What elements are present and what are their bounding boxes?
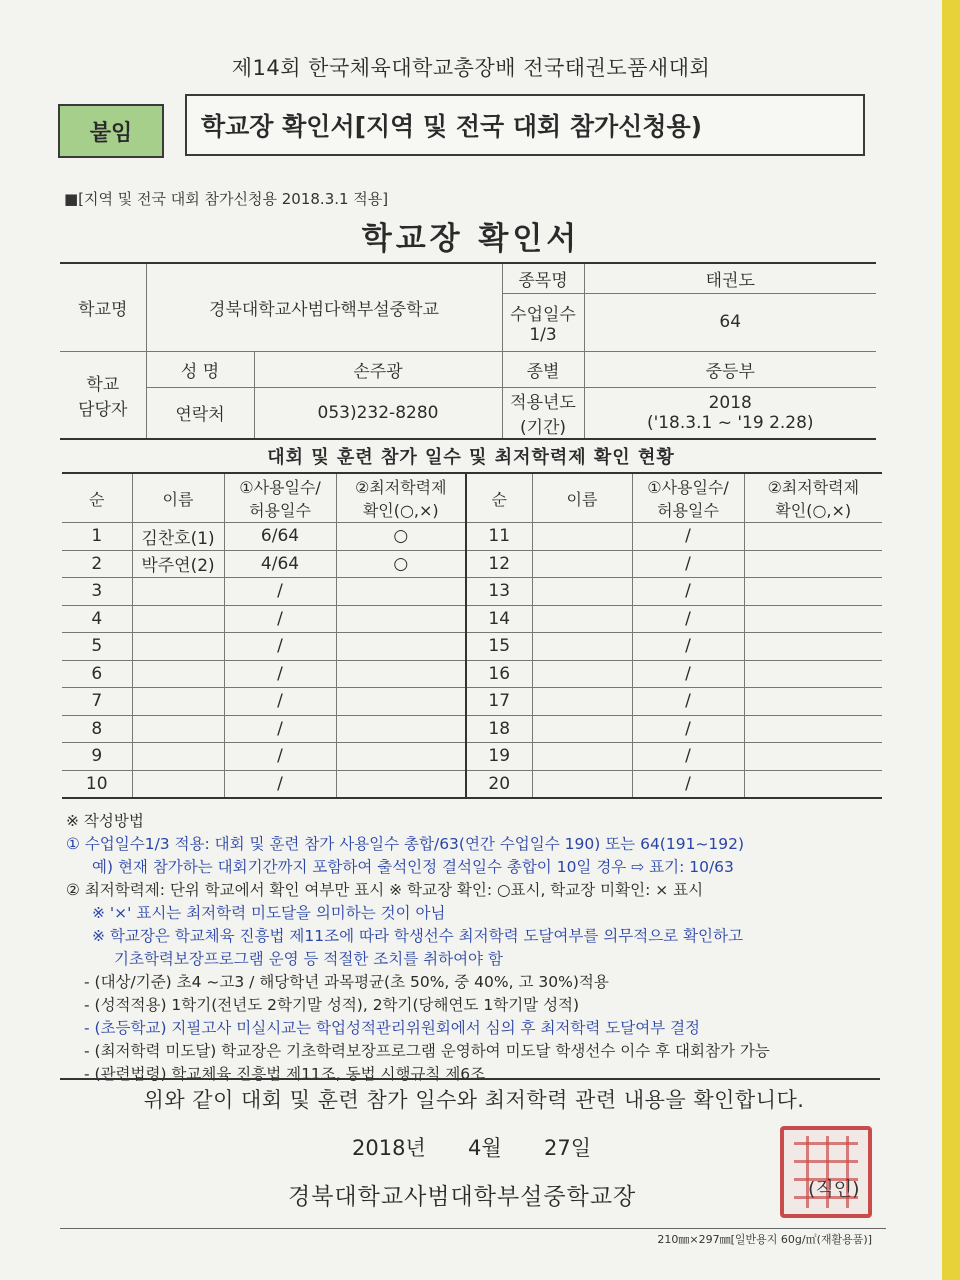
cell-name-r [532, 688, 632, 716]
cell-days: / [224, 770, 336, 798]
note-2: ② 최저학력제: 단위 학교에서 확인 여부만 표시 ※ 학교장 확인: ○표시, 학교장 미확인: × 표시 [66, 881, 704, 899]
cell-name [132, 743, 224, 771]
cell-name-r [532, 550, 632, 578]
date-month: 4월 [468, 1136, 502, 1160]
category-value: 중등부 [584, 351, 876, 387]
cell-name: 김찬호(1) [132, 523, 224, 551]
date-day: 27일 [544, 1136, 592, 1160]
header-check-right: ②최저학력제 확인(○,×) [744, 473, 882, 523]
attachment-tag: 붙임 [58, 104, 164, 158]
cell-check [336, 578, 466, 606]
table-row [62, 715, 882, 743]
manager-label: 학교 담당자 [60, 351, 146, 439]
cell-name-r [532, 743, 632, 771]
cell-name: 박주연(2) [132, 550, 224, 578]
cell-no: 10 [62, 770, 132, 798]
cell-no-r: 11 [466, 523, 532, 551]
cell-check-r [744, 550, 882, 578]
note-dash-4: - (최저학력 미도달) 학교장은 기초학력보장프로그램 운영하여 미도달 학생선수 이수 후 대회참가 가능 [84, 1042, 770, 1060]
sport-label: 종목명 [502, 263, 584, 293]
note-dash-3: - (초등학교) 지필고사 미실시교는 학업성적관리위원회에서 심의 후 최저학력 도달여부 결정 [84, 1019, 701, 1037]
table-row [62, 770, 882, 798]
table-row [62, 743, 882, 771]
cell-check-r [744, 523, 882, 551]
cell-no: 9 [62, 743, 132, 771]
cell-name-r [532, 578, 632, 606]
cell-no: 1 [62, 523, 132, 551]
cell-name-r [532, 605, 632, 633]
table-row [62, 688, 882, 716]
cell-name-r [532, 523, 632, 551]
cell-check-r [744, 578, 882, 606]
note-dash-5: - (관련법령) 학교체육 진흥법 제11조, 동법 시행규칙 제6조 [84, 1065, 486, 1083]
cell-days: / [224, 688, 336, 716]
cell-days-r: / [632, 660, 744, 688]
category-label: 종별 [502, 351, 584, 387]
cell-check [336, 770, 466, 798]
cell-days: 6/64 [224, 523, 336, 551]
sport-value: 태권도 [584, 263, 876, 293]
contact-label: 연락처 [146, 387, 254, 439]
cell-days: / [224, 605, 336, 633]
cell-name [132, 633, 224, 661]
cell-days-r: / [632, 578, 744, 606]
header-name: 이름 [132, 473, 224, 523]
cell-no-r: 19 [466, 743, 532, 771]
divider [60, 1078, 880, 1080]
cell-days-r: / [632, 633, 744, 661]
cell-name-r [532, 715, 632, 743]
cell-no: 2 [62, 550, 132, 578]
year-value: 2018 ('18.3.1 ~ '19 2.28) [584, 387, 876, 439]
cell-name-r [532, 770, 632, 798]
cell-name [132, 715, 224, 743]
table-row [62, 550, 882, 578]
participation-status-table [62, 472, 882, 799]
school-info-table [60, 262, 876, 440]
cell-no-r: 14 [466, 605, 532, 633]
reference-line: ■[지역 및 전국 대회 참가신청용 2018.3.1 적용] [64, 190, 389, 208]
cell-no: 6 [62, 660, 132, 688]
cell-no: 7 [62, 688, 132, 716]
cell-no: 4 [62, 605, 132, 633]
cell-days: / [224, 660, 336, 688]
cell-check: ○ [336, 550, 466, 578]
header-days: ①사용일수/ 허용일수 [224, 473, 336, 523]
cell-no-r: 15 [466, 633, 532, 661]
cell-check [336, 633, 466, 661]
cell-name [132, 770, 224, 798]
note-2-sub-1: ※ '×' 표시는 최저학력 미도달을 의미하는 것이 아님 [92, 904, 446, 922]
cell-name [132, 605, 224, 633]
cell-check [336, 715, 466, 743]
cell-check-r [744, 715, 882, 743]
cell-days: / [224, 578, 336, 606]
school-days-value: 64 [584, 293, 876, 351]
cell-days-r: / [632, 743, 744, 771]
cell-days: / [224, 743, 336, 771]
school-name: 경북대학교사범다핵부설중학교 [146, 263, 502, 351]
bottom-divider [60, 1228, 886, 1229]
cell-check [336, 688, 466, 716]
document-title: 학교장 확인서 [361, 221, 581, 257]
cell-check-r [744, 633, 882, 661]
note-2-sub-2: ※ 학교장은 학교체육 진흥법 제11조에 따라 학생선수 최저학력 도달여부를 의무적으로 확인하고 [92, 927, 743, 945]
cell-days-r: / [632, 688, 744, 716]
cell-days: / [224, 715, 336, 743]
header-check: ②최저학력제 확인(○,×) [336, 473, 466, 523]
cell-check [336, 605, 466, 633]
table-row [62, 660, 882, 688]
cell-name [132, 578, 224, 606]
cell-days-r: / [632, 550, 744, 578]
header-no-right: 순 [466, 473, 532, 523]
official-seal [780, 1126, 872, 1218]
manager-name-label: 성 명 [146, 351, 254, 387]
writing-instructions [66, 810, 896, 1086]
table-row [62, 633, 882, 661]
note-1: ① 수업일수1/3 적용: 대회 및 훈련 참가 사용일수 총합/63(연간 수업일수 190) 또는 64(191~192) [66, 835, 745, 853]
cell-no-r: 16 [466, 660, 532, 688]
cell-name [132, 660, 224, 688]
table-row [62, 605, 882, 633]
cell-days: 4/64 [224, 550, 336, 578]
cell-no: 8 [62, 715, 132, 743]
cell-no: 5 [62, 633, 132, 661]
cell-check-r [744, 605, 882, 633]
background-edge [942, 0, 960, 1280]
cell-no-r: 17 [466, 688, 532, 716]
form-banner: 학교장 확인서[지역 및 전국 대회 참가신청용) [185, 94, 865, 156]
cell-name-r [532, 660, 632, 688]
confirmation-text: 위와 같이 대회 및 훈련 참가 일수와 최저학력 관련 내용을 확인합니다. [143, 1088, 805, 1112]
cell-no-r: 18 [466, 715, 532, 743]
cell-check [336, 743, 466, 771]
cell-check [336, 660, 466, 688]
note-dash-1: - (대상/기준) 초4 ~고3 / 해당학년 과목평균(초 50%, 중 40%, 고 30%)적용 [84, 973, 609, 991]
event-title: 제14회 한국체육대학교총장배 전국태권도품새대회 [231, 56, 711, 80]
cell-no-r: 13 [466, 578, 532, 606]
note-1-example: 예) 현재 참가하는 대회기간까지 포함하여 출석인정 결석일수 총합이 10일 경우 ⇨ 표기: 10/63 [92, 858, 734, 876]
date-year: 2018년 [352, 1136, 426, 1160]
cell-check-r [744, 688, 882, 716]
cell-days-r: / [632, 605, 744, 633]
header-no: 순 [62, 473, 132, 523]
note-2-sub-2b: 기초학력보장프로그램 운영 등 적절한 조치를 취하여야 함 [114, 950, 503, 968]
cell-check-r [744, 660, 882, 688]
notes-heading: ※ 작성방법 [66, 812, 144, 830]
contact-value: 053)232-8280 [254, 387, 502, 439]
cell-days: / [224, 633, 336, 661]
note-dash-2: - (성적적용) 1학기(전년도 2학기말 성적), 2학기(당해연도 1학기말 성적) [84, 996, 580, 1014]
cell-days-r: / [632, 523, 744, 551]
school-days-label: 수업일수 1/3 [502, 293, 584, 351]
status-title: 대회 및 훈련 참가 일수 및 최저학력제 확인 현황 [267, 447, 675, 468]
cell-days-r: / [632, 715, 744, 743]
header-name-right: 이름 [532, 473, 632, 523]
table-row [62, 578, 882, 606]
manager-name-value: 손주광 [254, 351, 502, 387]
cell-no-r: 12 [466, 550, 532, 578]
cell-name [132, 688, 224, 716]
cell-name-r [532, 633, 632, 661]
paper-spec-footer: 210㎜×297㎜[일반용지 60g/㎡(재활용품)] [657, 1233, 872, 1246]
seal-mark: (직인) [808, 1178, 860, 1200]
principal-name: 경북대학교사범대학부설중학교장 [288, 1184, 637, 1210]
year-label: 적용년도 (기간) [502, 387, 584, 439]
cell-days-r: / [632, 770, 744, 798]
cell-no-r: 20 [466, 770, 532, 798]
table-row [62, 523, 882, 551]
header-days-right: ①사용일수/ 허용일수 [632, 473, 744, 523]
cell-check-r [744, 770, 882, 798]
school-label: 학교명 [60, 263, 146, 351]
cell-no: 3 [62, 578, 132, 606]
cell-check-r [744, 743, 882, 771]
cell-check: ○ [336, 523, 466, 551]
